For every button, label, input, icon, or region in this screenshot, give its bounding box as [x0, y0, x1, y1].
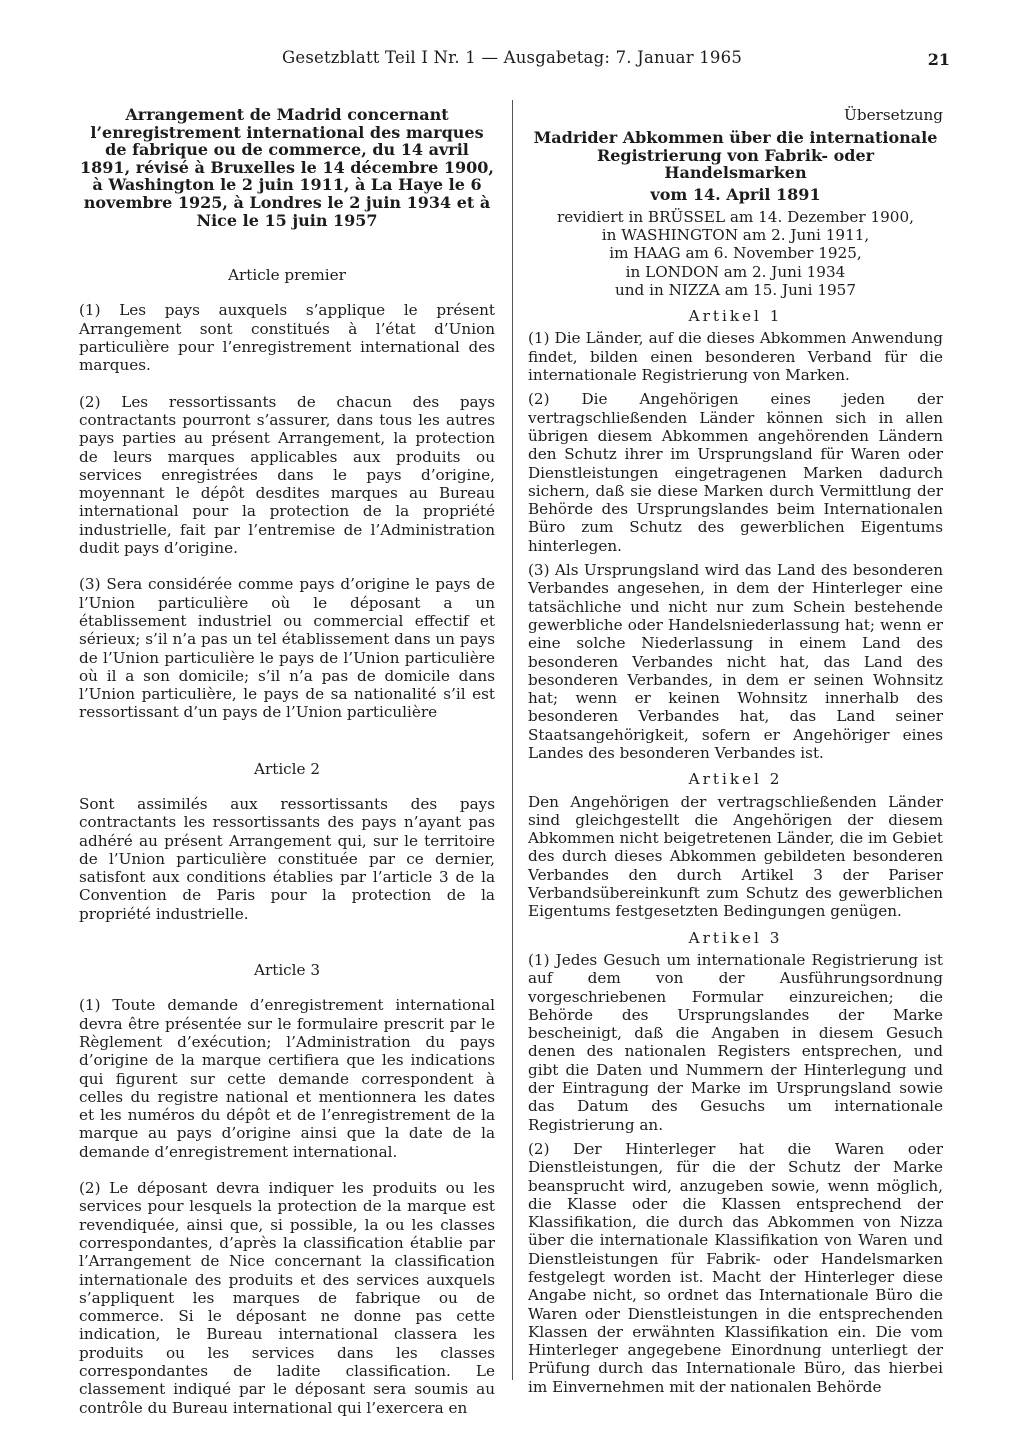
- paragraph: Den Angehörigen der vertragschließenden Länder sind gleichgestellt die Angehörigen der diesem Abkommen nicht beigetretenen Länder, die im Gebiet des durch dieses Abkommen gebildeten besonderen Verbandes den durch Artikel 3 der Pariser Verbandsübereinkunft zum Schutz des gewerblichen Eigentums festgesetzten Bedingungen genügen.: [528, 792, 943, 921]
- running-header: [0, 48, 1024, 74]
- translation-note: Übersetzung: [844, 106, 943, 124]
- revision-line: und in NIZZA am 15. Juni 1957: [614, 280, 857, 299]
- paragraph: (1) Jedes Gesuch um internationale Registrierung ist auf dem von der Ausführungsordnung vorgeschriebenen Formular einzureichen; die Behörde des Ursprungslandes der Marke bescheinigt, daß die Angaben in diesem Gesuch denen des nationalen Registers entsprechen, und gibt die Daten und Nummern der Hinterlegung und der Eintragung der Marke im Ursprungsland sowie das Datum des Gesuchs um internationale Registrierung an.: [528, 950, 943, 1134]
- article-heading: Artikel 2: [688, 770, 783, 789]
- french-column: [79, 100, 495, 1435]
- revision-line: in LONDON am 2. Juni 1934: [625, 262, 846, 281]
- page-number: 21: [927, 50, 950, 69]
- revision-line: revidiert in BRÜSSEL am 14. Dezember 1900,: [557, 207, 914, 226]
- header-title: Gesetzblatt Teil I Nr. 1 — Ausgabetag: 7. Januar 1965: [281, 48, 743, 67]
- revision-line: im HAAG am 6. November 1925,: [609, 244, 862, 263]
- paragraph: (2) Die Angehörigen eines jeden der vertragschließenden Länder können sich in allen übrigen diesem Abkommen angehörenden Ländern den Schutz ihrer im Ursprungsland für Waren oder Dienstleistungen eingetragenen Marken dadurch sichern, daß sie diese Marken durch Vermittlung der Behörde des Ursprungslandes beim Internationalen Büro zum Schutz des gewerblichen Eigentums hinterlegen.: [528, 390, 943, 555]
- revision-line: in WASHINGTON am 2. Juni 1911,: [601, 225, 870, 244]
- paragraph: (2) Les ressortissants de chacun des pays contractants pourront s’assurer, dans tous les autres pays parties au présent Arrangement, la protection de leurs marques applicables aux produits ou services enregistrées dans le pays d’origine, moyennant le dépôt desdites marques au Bureau international pour la protection de la propriété industrielle, fait par l’entremise de l’Administration dudit pays d’origine.: [79, 392, 495, 558]
- paragraph: (1) Les pays auxquels s’applique le présent Arrangement sont constitués à l’état d’Union particulière pour l’enregistrement international des marques.: [79, 301, 495, 375]
- paragraph: (1) Die Länder, auf die dieses Abkommen Anwendung findet, bilden einen besonderen Verband für die internationale Registrierung von Marken.: [528, 329, 943, 385]
- article-heading: Article 2: [253, 759, 321, 778]
- german-title: Madrider Abkommen über die internationale Registrierung von Fabrik- oder Handelsmarken: [533, 128, 938, 183]
- article-heading: Artikel 1: [688, 307, 783, 326]
- german-date-line: vom 14. April 1891: [650, 185, 821, 205]
- column-divider: [512, 100, 513, 1380]
- paragraph: (2) Le déposant devra indiquer les produits ou les services pour lesquels la protection de la marque est revendiquée, ainsi que, si possible, la ou les classes correspondantes, d’après la classification établie par l’Arrangement de Nice concernant la classification internationale des produits et des services auxquels s’appliquent les marques de fabrique ou de commerce. Si le déposant ne donne pas cette indication, le Bureau international classera les produits ou les services dans les classes correspondantes de ladite classification. Le classement indiqué par le déposant sera soumis au contrôle du Bureau international qui l’exercera en: [79, 1179, 495, 1417]
- french-title: Arrangement de Madrid concernant l’enregistrement international des marques de fabrique ou de commerce, du 14 avril 1891, révisé à Bruxelles le 14 décembre 1900, à Washington le 2 juin 1911, à La Haye le 6 novembre 1925, à Londres le 2 juin 1934 et à Nice le 15 juin 1957: [80, 105, 494, 230]
- german-column: [528, 100, 943, 1402]
- paragraph: (3) Als Ursprungsland wird das Land des besonderen Verbandes angesehen, in dem der Hinterleger eine tatsächliche und nicht nur zum Schein bestehende gewerbliche oder Handelsniederlassung hat; wenn er eine solche Niederlassung in einem Land des besonderen Verbandes nicht hat, das Land des besonderen Verbandes, in dem er seinen Wohnsitz hat; wenn er keinen Wohnsitz innerhalb des besonderen Verbandes hat, das Land seiner Staatsangehörigkeit, sofern er Angehöriger eines Landes des besonderen Verbandes ist.: [528, 561, 943, 762]
- paragraph: (2) Der Hinterleger hat die Waren oder Dienstleistungen, für die der Schutz der Marke beansprucht wird, anzugeben sowie, wenn möglich, die Klasse oder die Klassen entsprechend der Klassifikation, die durch das Abkommen von Nizza über die internationale Klassifikation von Waren und Dienstleistungen für Fabrik- oder Handelsmarken festgelegt worden ist. Macht der Hinterleger diese Angabe nicht, so ordnet das Internationale Büro die Waren oder Dienstleistungen in die entsprechenden Klassen der erwähnten Klassifikation ein. Die vom Hinterleger angegebene Einordnung unterliegt der Prüfung durch das Internationale Büro, das hierbei im Einvernehmen mit der nationalen Behörde: [528, 1139, 943, 1396]
- article-heading: Article 3: [253, 961, 321, 980]
- article-heading: Artikel 3: [688, 928, 783, 947]
- paragraph: Sont assimilés aux ressortissants des pays contractants les ressortissants des pays n’ayant pas adhéré au présent Arrangement qui, sur le territoire de l’Union particulière constituée par ce dernier, satisfont aux conditions établies par l’article 3 de la Convention de Paris pour la protection de la propriété industrielle.: [79, 794, 495, 923]
- paragraph: (3) Sera considérée comme pays d’origine le pays de l’Union particulière où le déposant a un établissement industriel ou commercial effectif et sérieux; s’il n’a pas un tel établissement dans un pays de l’Union particulière le pays de l’Union particulière où il a son domicile; s’il n’a pas de domicile dans l’Union particulière, le pays de sa nationalité s’il est ressortissant d’un pays de l’Union particulière: [79, 575, 495, 722]
- paragraph: (1) Toute demande d’enregistrement international devra être présentée sur le formulaire prescrit par le Règlement d’exécution; l’Administration du pays d’origine de la marque certifiera que les indications qui figurent sur cette demande correspondent à celles du registre national et mentionnera les dates et les numéros du dépôt et de l’enregistrement de la marque au pays d’origine ainsi que la date de la demande d’enregistrement international.: [79, 996, 495, 1161]
- article-heading: Article premier: [228, 266, 346, 285]
